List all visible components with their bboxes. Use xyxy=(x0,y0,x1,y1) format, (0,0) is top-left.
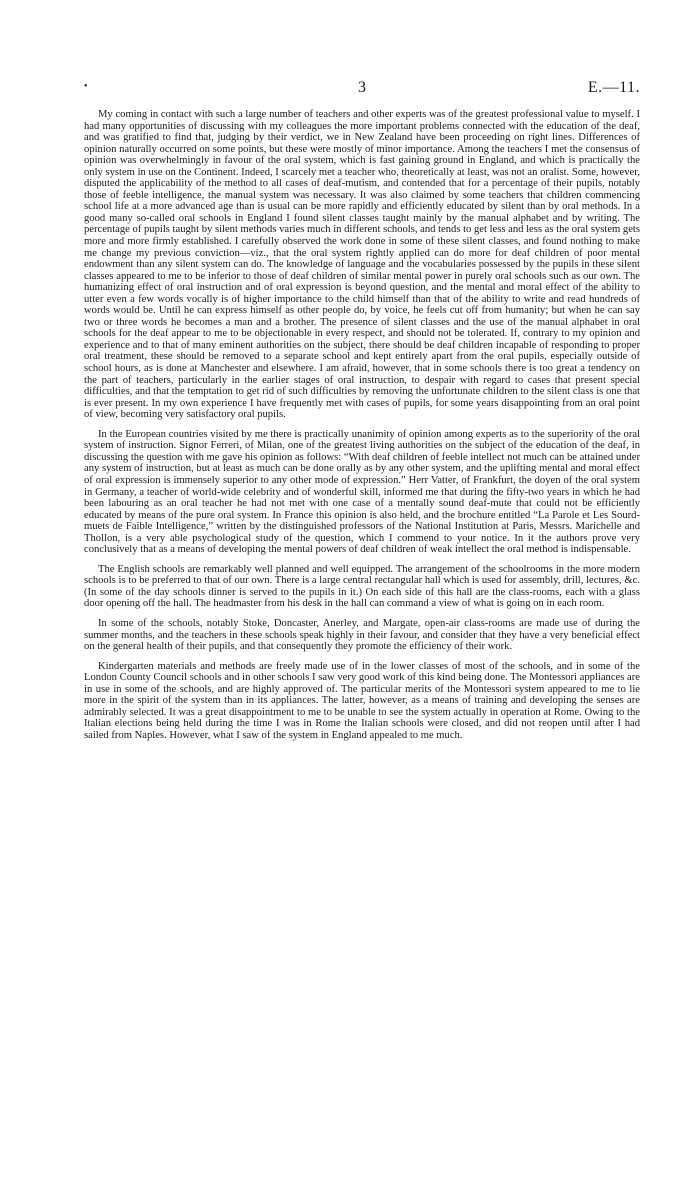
document-reference: E.—11. xyxy=(587,79,640,96)
paragraph-oral-system-consensus: My coming in contact with such a large number of teachers and other experts was of the greatest professional value to myself. I had many opportunities of discussing with my colleagues the more important problems connected with the education of the deaf, and was gratified to find that, judging by their verdict, we in New Zealand have been proceeding on right lines. Differences of opinion naturally occurred on some points, but these were mostly of minor importance. Among the teachers I met the consensus of opinion was overwhelmingly in favour of the oral system, which is fast gaining ground in England, and which is practically the only system in use on the Continent. Indeed, I scarcely met a teacher who, theoretically at least, was not an oralist. Some, however, disputed the applicability of the method to all cases of deaf-mutism, and contended that for a percentage of their pupils, notably those of feeble intelligence, the manual system was necessary. It was also claimed by some teachers that children commencing school life at a more advanced age than is usual can be more rapidly and efficiently educated by silent than by oral methods. In a good many so-called oral schools in England I found silent classes taught mainly by the manual alphabet and by writing. The percentage of pupils taught by silent methods varies much in different schools, and tends to get less and less as the oral system gets more and more firmly established. I carefully observed the work done in some of these silent classes, and found nothing to make me change my previous conviction—viz., that the oral system rightly applied can do more for deaf children of poor mental endowment than any silent system can do. The knowledge of language and the vocabularies possessed by the pupils in these silent classes appeared to me to be inferior to those of deaf children of similar mental power in purely oral schools such as our own. The humanizing effect of oral instruction and of oral expression is beyond question, and the mental and moral effect of the ability to utter even a few words vocally is of higher importance to the child himself than that of the ability to write and read hundreds of words would be. Until he can express himself as other people do, by voice, he feels cut off from humanity; but when he can say two or three words he becomes a man and a brother. The presence of silent classes and the use of the manual alphabet in oral schools for the deaf appear to me to be objectionable in every respect, and should not be tolerated. If, contrary to my opinion and experience and to that of many eminent authorities on the subject, there should be deaf children incapable of responding to proper oral treatment, these should be removed to a separate school and kept entirely apart from the oral pupils, especially outside of school hours, as is done at Manchester and elsewhere. I am afraid, however, that in some schools there is too great a tendency on the part of teachers, particularly in the earlier stages of oral instruction, to despair with regard to cases that present special difficulties, and that the temptation to get rid of such difficulties by removing the unfortunate children to the silent class is one that is ever present. In my own experience I have frequently met with cases of pupils, for some years disappointing from an oral point of view, becoming very satisfactory oral pupils. xyxy=(84,109,640,421)
body-text xyxy=(84,109,640,749)
margin-mark: • xyxy=(84,81,88,92)
page-header xyxy=(84,79,640,99)
paragraph-english-schools: The English schools are remarkably well planned and well equipped. The arrangement of the schoolrooms in the more modern schools is to be preferred to that of our own. There is a large central rectangular hall which is used for assembly, drill, lectures, &c. (In some of the day schools dinner is served to the pupils in it.) On each side of this hall are the class-rooms, each with a glass door opening off the hall. The headmaster from his desk in the hall can command a view of what is going on in each room. xyxy=(84,563,640,610)
paragraph-open-air-classrooms: In some of the schools, notably Stoke, Doncaster, Anerley, and Margate, open-air class-rooms are made use of during the summer months, and the teachers in these schools speak highly in their favour, and consider that they have a very beneficial effect on the general health of their pupils, and that consequently they promote the efficiency of their work. xyxy=(84,617,640,653)
paragraph-european-unanimity: In the European countries visited by me there is practically unanimity of opinion among experts as to the superiority of the oral system of instruction. Signor Ferreri, of Milan, one of the greatest living authorities on the subject of the education of the deaf, in discussing the question with me gave his opinion as follows: “With deaf children of feeble intellect not much can be attained under any system of instruction, but at least as much can be done orally as by any other system, and the uplifting mental and moral effect of oral expression is immensely superior to any other mode of expression.” Herr Vatter, of Frankfurt, the doyen of the oral system in Germany, a teacher of world-wide celebrity and of wonderful skill, informed me that during the fifty-two years in which he had been labouring as an oral teacher he had not met with one case of a mentally sound deaf-mute that could not be efficiently educated by means of the pure oral system. In France this opinion is also held, and the brochure entitled “La Parole et Les Sourd-muets de Faible Intelligence,” written by the distinguished professors of the National Institution at Paris, Messrs. Marichelle and Thollon, is a very able psychological study of the question, which I commend to your notice. In it the authors prove very conclusively that as a means of developing the mental powers of deaf children of weak intellect the oral method is indispensable. xyxy=(84,428,640,556)
page-number: 3 xyxy=(358,79,366,96)
paragraph-kindergarten-montessori: Kindergarten materials and methods are freely made use of in the lower classes of most of the schools, and in some of the London County Council schools and in other schools I saw very good work of this kind being done. The Montessori appliances are in use in some of the schools, and are highly approved of. The particular merits of the Montessori system appeared to me to lie more in the spirit of the system than in its appliances. The latter, however, as a means of training and developing the senses are admirably selected. It was a great disappointment to me to be unable to see the system actually in operation at Rome. Owing to the Italian elections being held during the time I was in Rome the Italian schools were closed, and did not reopen until after I had sailed from Naples. However, what I saw of the system in England appealed to me much. xyxy=(84,660,640,741)
